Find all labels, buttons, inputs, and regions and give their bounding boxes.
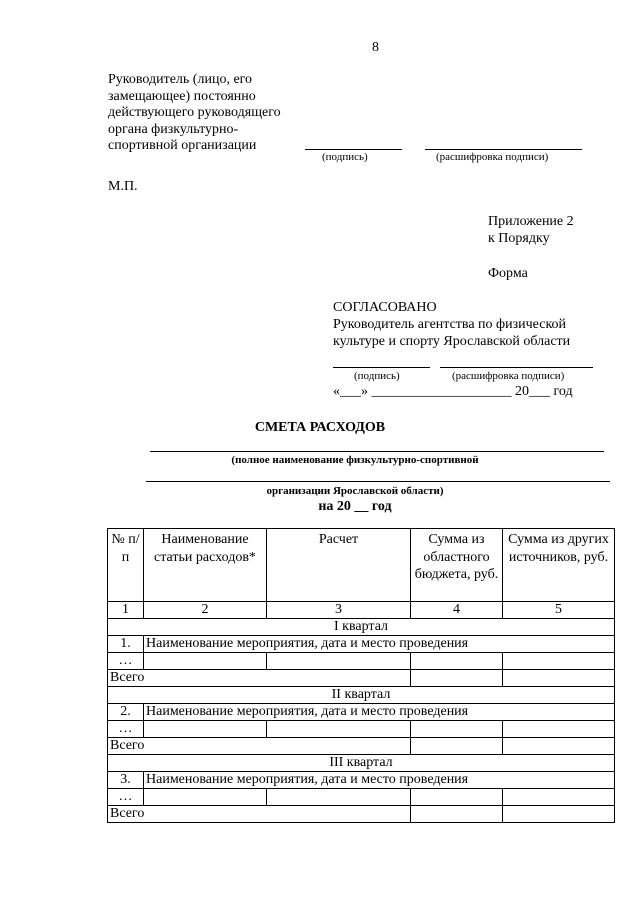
total-label: Всего bbox=[108, 738, 411, 755]
estimate-table bbox=[107, 528, 615, 823]
head-line: органа физкультурно- bbox=[108, 121, 239, 137]
head-line: замещающее) постоянно bbox=[108, 88, 256, 104]
quarter-title: II квартал bbox=[108, 687, 615, 704]
ellipsis-cell: … bbox=[108, 653, 144, 670]
column-number: 4 bbox=[411, 602, 503, 619]
org-name-line-2 bbox=[146, 481, 610, 482]
approval-signature-line bbox=[333, 367, 430, 368]
empty-cell bbox=[144, 653, 267, 670]
appendix-label: Приложение 2 bbox=[488, 214, 574, 229]
empty-cell bbox=[411, 738, 503, 755]
signature-line bbox=[305, 149, 402, 150]
header-cell: Наименование статьи расходов* bbox=[144, 529, 267, 602]
decode-caption: (расшифровка подписи) bbox=[436, 151, 549, 163]
signature-caption: (подпись) bbox=[322, 151, 368, 163]
quarter-row bbox=[108, 755, 615, 772]
empty-cell bbox=[411, 670, 503, 687]
empty-cell bbox=[503, 789, 615, 806]
column-number: 5 bbox=[503, 602, 615, 619]
org-caption-2: организации Ярославской области) bbox=[266, 485, 444, 497]
empty-cell bbox=[411, 721, 503, 738]
total-label: Всего bbox=[108, 670, 411, 687]
approval-decode-caption: (расшифровка подписи) bbox=[452, 370, 565, 382]
event-label: Наименование мероприятия, дата и место проведения bbox=[144, 636, 615, 653]
approval-decode-line bbox=[440, 367, 593, 368]
event-row bbox=[108, 772, 615, 789]
page-number: 8 bbox=[372, 40, 379, 55]
approval-line: культуре и спорту Ярославской области bbox=[333, 334, 571, 349]
item-row bbox=[108, 653, 615, 670]
quarter-title: I квартал bbox=[108, 619, 615, 636]
decode-line bbox=[425, 149, 582, 150]
empty-cell bbox=[503, 670, 615, 687]
total-row bbox=[108, 670, 615, 687]
approval-signature-caption: (подпись) bbox=[354, 370, 400, 382]
column-number-row bbox=[108, 602, 615, 619]
ellipsis-cell: … bbox=[108, 721, 144, 738]
header-cell: Сумма из других источников, руб. bbox=[503, 529, 615, 602]
item-row bbox=[108, 789, 615, 806]
document-title: СМЕТА РАСХОДОВ bbox=[254, 420, 386, 435]
approval-line: Руководитель агентства по физической bbox=[333, 317, 567, 332]
item-row bbox=[108, 721, 615, 738]
empty-cell bbox=[503, 721, 615, 738]
column-number: 3 bbox=[267, 602, 411, 619]
empty-cell bbox=[503, 738, 615, 755]
header-cell: № п/п bbox=[108, 529, 144, 602]
empty-cell bbox=[267, 789, 411, 806]
form-label: Форма bbox=[488, 266, 528, 281]
empty-cell bbox=[411, 806, 503, 823]
event-row bbox=[108, 636, 615, 653]
head-line: действующего руководящего bbox=[108, 105, 281, 120]
event-number: 2. bbox=[108, 704, 144, 721]
empty-cell bbox=[267, 653, 411, 670]
approval-date-line: «___» ____________________ 20___ год bbox=[333, 384, 573, 399]
empty-cell bbox=[503, 653, 615, 670]
org-name-line bbox=[150, 451, 604, 452]
header-cell: Сумма из областного бюджета, руб. bbox=[411, 529, 503, 602]
event-row bbox=[108, 704, 615, 721]
appendix-ref: к Порядку bbox=[488, 231, 550, 246]
head-line: спортивной организации bbox=[108, 138, 257, 153]
quarter-row bbox=[108, 687, 615, 704]
org-caption: (полное наименование физкультурно-спортивной bbox=[231, 454, 479, 466]
empty-cell bbox=[503, 806, 615, 823]
event-number: 1. bbox=[108, 636, 144, 653]
empty-cell bbox=[411, 653, 503, 670]
header-cell: Расчет bbox=[267, 529, 411, 602]
approval-title: СОГЛАСОВАНО bbox=[333, 300, 437, 315]
head-position-block bbox=[108, 72, 281, 155]
total-row bbox=[108, 806, 615, 823]
event-number: 3. bbox=[108, 772, 144, 789]
quarter-row bbox=[108, 619, 615, 636]
event-label: Наименование мероприятия, дата и место проведения bbox=[144, 704, 615, 721]
head-line: Руководитель (лицо, его bbox=[108, 72, 253, 87]
empty-cell bbox=[144, 789, 267, 806]
total-row bbox=[108, 738, 615, 755]
table-header-row bbox=[108, 529, 615, 602]
total-label: Всего bbox=[108, 806, 411, 823]
seal-label: М.П. bbox=[108, 179, 138, 194]
quarter-title: III квартал bbox=[108, 755, 615, 772]
column-number: 2 bbox=[144, 602, 267, 619]
event-label: Наименование мероприятия, дата и место проведения bbox=[144, 772, 615, 789]
empty-cell bbox=[267, 721, 411, 738]
ellipsis-cell: … bbox=[108, 789, 144, 806]
empty-cell bbox=[411, 789, 503, 806]
column-number: 1 bbox=[108, 602, 144, 619]
empty-cell bbox=[144, 721, 267, 738]
year-line: на 20 __ год bbox=[318, 499, 392, 514]
